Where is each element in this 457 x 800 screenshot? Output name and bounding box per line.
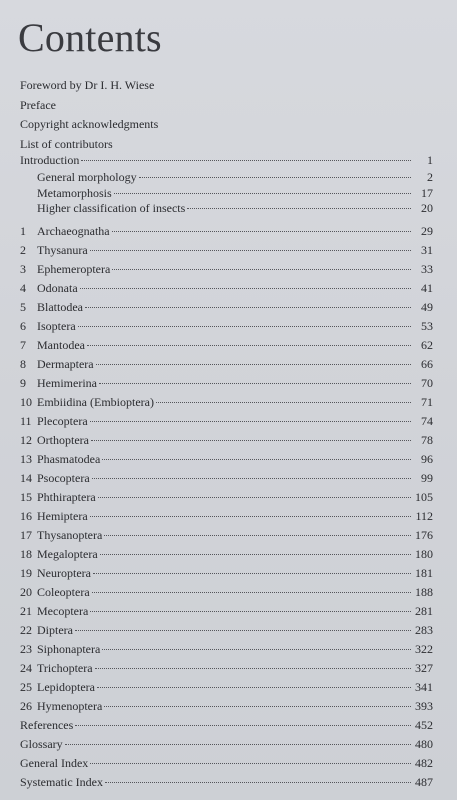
- toc-entry-page: 487: [415, 774, 433, 789]
- dot-leader: [91, 439, 411, 441]
- toc-entry-chapter: [20, 602, 433, 621]
- toc-entry-title: Psocoptera: [37, 470, 90, 485]
- dot-leader: [90, 762, 411, 764]
- toc-entry-title: Thysanoptera: [37, 527, 103, 542]
- dot-leader: [112, 268, 411, 270]
- toc-entry-page: 181: [415, 565, 433, 580]
- toc-entry-page: 105: [415, 489, 433, 504]
- toc-entry-page: 71: [421, 394, 433, 409]
- toc-entry-title: Hemiptera: [37, 508, 88, 523]
- toc-entry-title: Embiidina (Embioptera): [37, 394, 154, 409]
- dot-leader: [100, 553, 411, 555]
- back-matter-list: [20, 716, 433, 792]
- chapter-number: 8: [20, 356, 26, 371]
- toc-entry-page: 188: [415, 584, 433, 599]
- toc-entry-title: Odonata: [37, 280, 78, 295]
- toc-entry-page: 49: [421, 299, 433, 314]
- dot-leader: [105, 781, 411, 783]
- chapter-number: 6: [20, 318, 26, 333]
- chapter-number: 25: [20, 679, 32, 694]
- dot-leader: [99, 382, 411, 384]
- dot-leader: [98, 496, 411, 498]
- chapter-number: 2: [20, 242, 26, 257]
- toc-entry-chapter: [20, 678, 433, 697]
- toc-entry-chapter: [20, 336, 433, 355]
- chapter-number: 20: [20, 584, 32, 599]
- toc-entry-page: 66: [421, 356, 433, 371]
- toc-entry-chapter: [20, 393, 433, 412]
- toc-entry-title: Blattodea: [37, 299, 83, 314]
- toc-entry-page: 452: [415, 717, 433, 732]
- toc-entry-back-matter: [20, 735, 433, 754]
- dot-leader: [139, 176, 411, 178]
- toc-entry-chapter: [20, 697, 433, 716]
- toc-entry-title: Phasmatodea: [37, 451, 101, 466]
- toc-entry-page: 41: [421, 280, 433, 295]
- dot-leader: [92, 477, 411, 479]
- dot-leader: [90, 420, 411, 422]
- toc-entry-title: Neuroptera: [37, 565, 91, 580]
- dot-leader: [93, 572, 411, 574]
- chapter-number: 12: [20, 432, 32, 447]
- toc-entry-chapter: [20, 222, 433, 241]
- toc-entry-title: Phthiraptera: [37, 489, 96, 504]
- toc-subentry: [20, 170, 433, 186]
- toc-entry-title: Higher classification of insects: [37, 201, 186, 215]
- toc-entry-title: Coleoptera: [37, 584, 90, 599]
- dot-leader: [92, 591, 411, 593]
- chapter-number: 1: [20, 223, 26, 238]
- toc-entry-page: 281: [415, 603, 433, 618]
- toc-entry-title: Archaeognatha: [37, 223, 110, 238]
- toc-entry-page: 20: [421, 201, 433, 215]
- toc-entry-chapter: [20, 507, 433, 526]
- toc-entry-page: 2: [427, 170, 433, 184]
- toc-entry-chapter: [20, 412, 433, 431]
- chapter-number: 16: [20, 508, 32, 523]
- chapter-number: 18: [20, 546, 32, 561]
- dot-leader: [81, 159, 411, 161]
- toc-entry-chapter: [20, 583, 433, 602]
- chapter-number: 13: [20, 451, 32, 466]
- toc-entry-title: Plecoptera: [37, 413, 88, 428]
- toc-entry-page: 29: [421, 223, 433, 238]
- dot-leader: [78, 325, 411, 327]
- toc-entry-page: 78: [421, 432, 433, 447]
- toc-entry-chapter: [20, 545, 433, 564]
- dot-leader: [95, 667, 411, 669]
- dot-leader: [96, 363, 411, 365]
- toc-entry-title: Introduction: [20, 153, 80, 167]
- toc-entry-page: 99: [421, 470, 433, 485]
- toc-entry-page: 112: [415, 508, 433, 523]
- chapter-number: 23: [20, 641, 32, 656]
- dot-leader: [156, 401, 411, 403]
- toc-entry-chapter: [20, 431, 433, 450]
- toc-entry-title: Trichoptera: [37, 660, 93, 675]
- toc-list: [20, 151, 433, 792]
- toc-entry-page: 176: [415, 527, 433, 542]
- toc-entry-page: 31: [421, 242, 433, 257]
- toc-entry-chapter: [20, 298, 433, 317]
- toc-entry-title: Dermaptera: [37, 356, 94, 371]
- dot-leader: [90, 610, 411, 612]
- toc-entry-title: Ephemeroptera: [37, 261, 111, 276]
- toc-entry-page: 33: [421, 261, 433, 276]
- toc-entry-title: Hymenoptera: [37, 698, 103, 713]
- chapter-number: 17: [20, 527, 32, 542]
- toc-entry-page: 74: [421, 413, 433, 428]
- chapter-number: 5: [20, 299, 26, 314]
- toc-entry-page: 62: [421, 337, 433, 352]
- toc-entry-chapter: [20, 374, 433, 393]
- dot-leader: [187, 207, 411, 209]
- toc-entry-page: 341: [415, 679, 433, 694]
- dot-leader: [75, 629, 411, 631]
- chapter-number: 7: [20, 337, 26, 352]
- dot-leader: [87, 344, 411, 346]
- page-title: Contents: [18, 15, 162, 60]
- chapter-number: 19: [20, 565, 32, 580]
- toc-entry-title: Hemimerina: [37, 375, 97, 390]
- toc-entry-page: 53: [421, 318, 433, 333]
- chapter-number: 11: [20, 413, 32, 428]
- dot-leader: [102, 458, 411, 460]
- toc-entry-page: 1: [427, 153, 433, 167]
- front-matter-list: [20, 76, 158, 154]
- front-matter-item: Foreword by Dr I. H. Wiese: [20, 78, 155, 92]
- toc-entry-title: Siphonaptera: [37, 641, 101, 656]
- toc-entry-title: General Index: [20, 755, 89, 770]
- toc-entry-title: Glossary: [20, 736, 63, 751]
- dot-leader: [75, 724, 411, 726]
- toc-entry-back-matter: [20, 716, 433, 735]
- toc-entry-title: Orthoptera: [37, 432, 89, 447]
- chapter-number: 22: [20, 622, 32, 637]
- dot-leader: [112, 230, 411, 232]
- toc-entry-chapter: [20, 450, 433, 469]
- chapter-list: [20, 222, 433, 716]
- dot-leader: [102, 648, 411, 650]
- toc-entry-title: Isoptera: [37, 318, 76, 333]
- chapter-number: 21: [20, 603, 32, 618]
- toc-entry-chapter: [20, 241, 433, 260]
- toc-entry-chapter: [20, 526, 433, 545]
- toc-subentry: [20, 201, 433, 217]
- chapter-number: 24: [20, 660, 32, 675]
- dot-leader: [114, 192, 411, 194]
- toc-subentry: [20, 186, 433, 202]
- toc-entry-chapter: [20, 260, 433, 279]
- toc-entry-page: 70: [421, 375, 433, 390]
- toc-entry-page: 393: [415, 698, 433, 713]
- chapter-number: 3: [20, 261, 26, 276]
- toc-entry-page: 283: [415, 622, 433, 637]
- dot-leader: [104, 534, 411, 536]
- front-matter-item: Preface: [20, 97, 56, 112]
- toc-entry-back-matter: [20, 754, 433, 773]
- toc-entry-introduction: [20, 151, 433, 170]
- chapter-number: 10: [20, 394, 32, 409]
- toc-entry-chapter: [20, 279, 433, 298]
- toc-entry-title: Lepidoptera: [37, 679, 95, 694]
- toc-entry-chapter: [20, 355, 433, 374]
- toc-entry-chapter: [20, 317, 433, 336]
- toc-entry-page: 96: [421, 451, 433, 466]
- toc-entry-title: Diptera: [37, 622, 73, 637]
- toc-entry-chapter: [20, 564, 433, 583]
- front-matter-item: Copyright acknowledgments: [20, 117, 159, 131]
- toc-entry-chapter: [20, 640, 433, 659]
- dot-leader: [65, 743, 411, 745]
- dot-leader: [97, 686, 411, 688]
- toc-entry-page: 482: [415, 755, 433, 770]
- toc-entry-chapter: [20, 621, 433, 640]
- chapter-number: 4: [20, 280, 26, 295]
- toc-entry-title: Megaloptera: [37, 546, 98, 561]
- dot-leader: [90, 515, 411, 517]
- chapter-number: 9: [20, 375, 26, 390]
- dot-leader: [85, 306, 411, 308]
- toc-entry-page: 480: [415, 736, 433, 751]
- toc-entry-page: 322: [415, 641, 433, 656]
- toc-entry-title: References: [20, 717, 74, 732]
- dot-leader: [90, 249, 411, 251]
- toc-entry-chapter: [20, 659, 433, 678]
- toc-entry-back-matter: [20, 773, 433, 792]
- toc-entry-page: 180: [415, 546, 433, 561]
- toc-entry-title: Thysanura: [37, 242, 88, 257]
- toc-entry-page: 17: [421, 185, 433, 200]
- toc-entry-chapter: [20, 488, 433, 507]
- dot-leader: [104, 705, 411, 707]
- toc-entry-chapter: [20, 469, 433, 488]
- toc-entry-page: 327: [415, 660, 433, 675]
- front-matter-item: List of contributors: [20, 136, 113, 151]
- toc-entry-title: Metamorphosis: [37, 185, 112, 200]
- dot-leader: [80, 287, 411, 289]
- chapter-number: 26: [20, 698, 32, 713]
- toc-entry-title: Systematic Index: [20, 774, 103, 789]
- toc-entry-title: General morphology: [37, 170, 137, 184]
- chapter-number: 15: [20, 489, 32, 504]
- toc-entry-title: Mecoptera: [37, 603, 89, 618]
- toc-entry-title: Mantodea: [37, 337, 85, 352]
- chapter-number: 14: [20, 470, 32, 485]
